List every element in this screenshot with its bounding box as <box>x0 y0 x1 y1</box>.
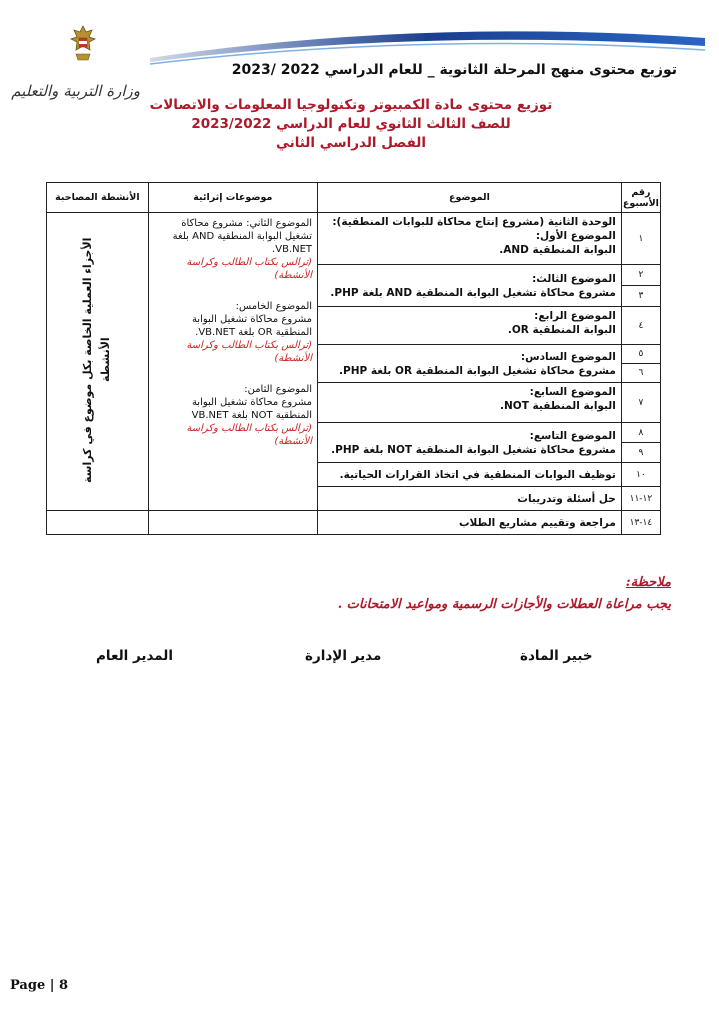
week-number: ١٤-١٣ <box>621 511 660 535</box>
topic-line: مشروع محاكاة تشغيل البوابة المنطقية AND بلغة PHP. <box>330 286 616 299</box>
subtitle-grade-year: للصف الثالث الثانوي للعام الدراسي 2023/2022 <box>191 116 511 132</box>
subtitles <box>141 96 561 153</box>
lesson-block <box>154 217 312 282</box>
week-number: ٣ <box>621 286 660 307</box>
topic-cell <box>318 307 622 345</box>
topic-cell <box>318 423 622 463</box>
header-activities: الأنشطة المصاحبة <box>47 183 149 213</box>
curriculum-table <box>46 182 661 535</box>
table-row <box>47 213 661 265</box>
topic-line: البوابة المنطقية OR. <box>507 324 616 336</box>
note-section <box>338 572 671 616</box>
header-lessons: موضوعات إثرائية <box>148 183 317 213</box>
topic-line: توظيف البوابات المنطقية في اتخاذ القرارات الحياتية. <box>339 468 616 481</box>
lesson-block <box>154 383 312 448</box>
ministry-name: وزارة التربية والتعليم <box>11 82 140 100</box>
activities-text: الأجزاء العملية الخاصة بكل موضوع في كراسة الأنشطة <box>81 237 113 483</box>
lesson-text: مشروع محاكاة تشغيل البوابة المنطقية NOT بلغة VB.NET <box>191 397 313 421</box>
lesson-text: الموضوع الثامن: <box>244 384 313 395</box>
page-number: Page | 8 <box>10 978 69 993</box>
note-title: ملاحظة: <box>625 575 671 590</box>
topic-cell <box>318 463 622 487</box>
topic-line: مشروع محاكاة تشغيل البوابة المنطقية NOT بلغة PHP. <box>331 443 616 456</box>
lesson-text: الموضوع الخامس: <box>235 301 313 312</box>
lesson-note: (ترالس بكتاب الطالب وكراسة الأنشطة) <box>186 257 313 281</box>
week-number: ١ <box>621 213 660 265</box>
topic-cell <box>318 213 622 265</box>
topic-line: الموضوع السادس: <box>520 350 616 363</box>
week-number: ١٢-١١ <box>621 487 660 511</box>
empty-lesson-cell <box>148 511 317 535</box>
topic-line: الموضوع الأول: <box>535 230 616 242</box>
enrichment-lessons-cell <box>148 213 317 511</box>
lesson-text: الموضوع الثاني: مشروع محاكاة تشغيل البوابة المنطقية AND بلغة VB.NET. <box>172 218 313 255</box>
topic-cell <box>318 265 622 307</box>
lesson-text: مشروع محاكاة تشغيل البوابة المنطقية OR بلغة VB.NET. <box>191 314 313 338</box>
lesson-note: (ترالس بكتاب الطالب وكراسة الأنشطة) <box>186 340 313 364</box>
topic-line: حل أسئلة وتدريبات <box>517 492 616 505</box>
topic-cell <box>318 345 622 383</box>
topic-line: الموضوع السابع: <box>529 386 616 398</box>
week-number: ١٠ <box>621 463 660 487</box>
topic-line: الموضوع الرابع: <box>534 310 616 322</box>
week-number: ٧ <box>621 383 660 423</box>
topic-line: مشروع محاكاة تشغيل البوابة المنطقية OR بلغة PHP. <box>339 364 616 377</box>
signature-subject-expert: خبير المادة <box>520 648 593 664</box>
lesson-note: (ترالس بكتاب الطالب وكراسة الأنشطة) <box>186 423 313 447</box>
eagle-emblem-icon <box>68 24 98 64</box>
table-row <box>47 511 661 535</box>
week-number: ٤ <box>621 307 660 345</box>
topic-line: البوابة المنطقية AND. <box>499 244 616 256</box>
topic-line: الوحدة الثانية (مشروع إنتاج محاكاة للبوابات المنطقية): <box>332 216 616 228</box>
week-number: ٨ <box>621 423 660 443</box>
topic-line: الموضوع الثالث: <box>532 272 616 285</box>
week-number: ٢ <box>621 265 660 286</box>
signature-admin-director: مدير الإدارة <box>305 648 382 664</box>
week-number: ٩ <box>621 443 660 463</box>
activities-cell <box>47 213 149 511</box>
note-text: يجب مراعاة العطلات والأجازات الرسمية ومواعيد الامتحانات . <box>337 597 671 612</box>
week-number: ٦ <box>621 364 660 383</box>
topic-cell <box>318 487 622 511</box>
topic-line: الموضوع التاسع: <box>529 429 616 442</box>
subtitle-term: الفصل الدراسي الثاني <box>276 135 426 151</box>
topic-line: البوابة المنطقية NOT. <box>500 400 616 412</box>
signature-general-director: المدير العام <box>96 648 173 664</box>
document-title: توزيع محتوى منهج المرحلة الثانوية _ للعام الدراسي 2022 /2023 <box>231 62 677 78</box>
week-number: ٥ <box>621 345 660 364</box>
empty-activities-cell <box>47 511 149 535</box>
topic-cell <box>318 511 622 535</box>
header-week: رقم الأسبوع <box>621 183 660 213</box>
ministry-logo <box>11 24 140 104</box>
header-topic: الموضوع <box>318 183 622 213</box>
lesson-block <box>154 300 312 365</box>
topic-line: مراجعة وتقييم مشاريع الطلاب <box>458 516 616 529</box>
subtitle-subject: توزيع محتوى مادة الكمبيوتر وتكنولوجيا المعلومات والاتصالات <box>149 97 553 113</box>
table-header-row <box>47 183 661 213</box>
topic-cell <box>318 383 622 423</box>
